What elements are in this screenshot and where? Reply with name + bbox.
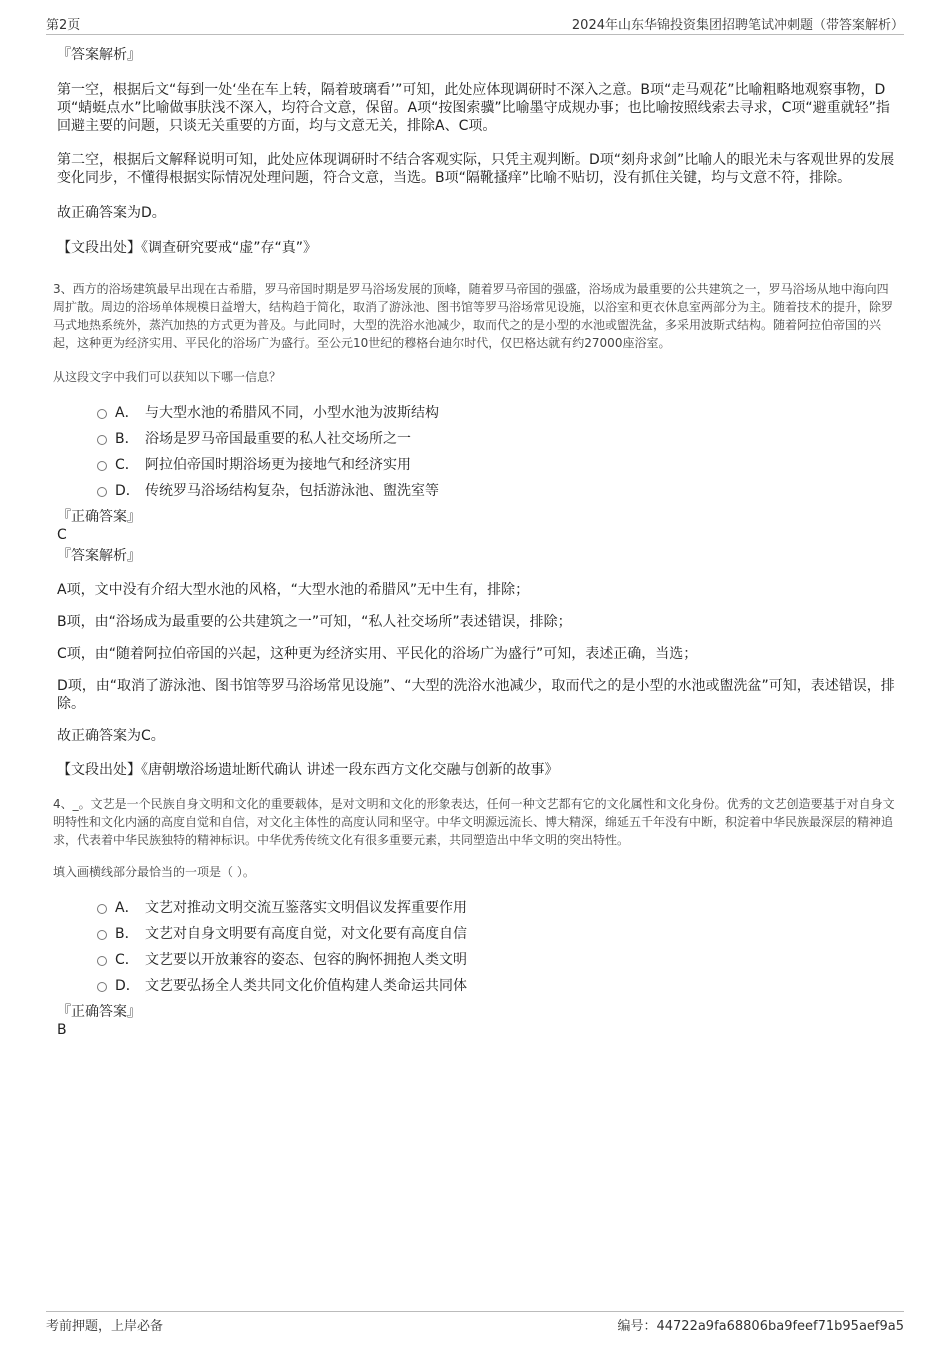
q2-source: 【文段出处】《调查研究要戒“虚”存“真”》: [57, 240, 318, 256]
radio-icon[interactable]: [97, 982, 107, 992]
q4-answer-label: 『正确答案』: [57, 1004, 141, 1020]
q3-conclusion: 故正确答案为C。: [57, 728, 165, 744]
q3-option-d[interactable]: D． 传统罗马浴场结构复杂，包括游泳池、盥洗室等: [57, 478, 897, 504]
q4-passage: 4、_。文艺是一个民族自身文明和文化的重要载体，是对文明和文化的形象表达，任何一种文艺都有它的文化属性和文化身份。优秀的文艺创造要基于对自身文明特性和文化内涵的高度自觉和自信，对文化主体性的高度认同和坚守。中华文明源远流长、博大精深，绵延五千年没有中断，积淀着中华民族最深层的精神追求，代表着中华民族独特的精神标识。中华优秀传统文化有很多重要元素，共同塑造出中华文明的突出特性。: [53, 797, 895, 847]
document-id: 编号：44722a9fa68806ba9feef71b95aef9a5: [617, 1319, 904, 1334]
q3-source: 【文段出处】《唐朝墩浴场遗址断代确认 讲述一段东西方文化交融与创新的故事》: [57, 762, 559, 778]
q4-answer: B: [57, 1022, 67, 1038]
radio-icon[interactable]: [97, 435, 107, 445]
q3-analysis-c: C项，由“随着阿拉伯帝国的兴起，这种更为经济实用、平民化的浴场广为盛行”可知，表述正确，当选；: [57, 646, 698, 662]
q2-analysis-paragraph-2: 第二空，根据后文解释说明可知，此处应体现调研时不结合客观实际，只凭主观判断。D项“刻舟求剑”比喻人的眼光未与客观世界的发展变化同步，不懂得根据实际情况处理问题，符合文意，当选。B项“隔靴搔痒”比喻不贴切，没有抓住关键，均与文意不符，排除。: [57, 152, 895, 186]
q4-options: [57, 895, 897, 999]
q3-answer-label: 『正确答案』: [57, 509, 141, 525]
document-title: 2024年山东华锦投资集团招聘笔试冲刺题（带答案解析）: [571, 18, 904, 33]
page-header: [46, 12, 904, 35]
q3-option-b[interactable]: B． 浴场是罗马帝国最重要的私人社交场所之一: [57, 426, 897, 452]
q3-analysis-b: B项，由“浴场成为最重要的公共建筑之一”可知，“私人社交场所”表述错误，排除；: [57, 614, 572, 630]
radio-icon[interactable]: [97, 956, 107, 966]
footer-slogan: 考前押题，上岸必备: [46, 1319, 164, 1334]
q4-option-c[interactable]: C． 文艺要以开放兼容的姿态、包容的胸怀拥抱人类文明: [57, 947, 897, 973]
document-body: [53, 44, 897, 1039]
radio-icon[interactable]: [97, 461, 107, 471]
q3-option-c[interactable]: C． 阿拉伯帝国时期浴场更为接地气和经济实用: [57, 452, 897, 478]
q3-question: 从这段文字中我们可以获知以下哪一信息？: [53, 370, 282, 384]
q4-option-b[interactable]: B． 文艺对自身文明要有高度自觉，对文化要有高度自信: [57, 921, 897, 947]
q3-passage: 3、西方的浴场建筑最早出现在古希腊，罗马帝国时期是罗马浴场发展的顶峰，随着罗马帝国的强盛，浴场成为最重要的公共建筑之一，罗马浴场从地中海向四周扩散。周边的浴场单体规模日益增大，结构趋于简化，取消了游泳池、图书馆等罗马浴场常见设施，以浴室和更衣休息室两部分为主。随着技术的提升，除罗马式地热系统外，蒸汽加热的方式更为普及。与此同时，大型的洗浴水池减少，取而代之的是小型的水池或盥洗盆，多采用波斯式结构。随着阿拉伯帝国的兴起，这种更为经济实用、平民化的浴场广为盛行。至公元10世纪的穆格台迪尔时代，仅巴格达就有约27000座浴室。: [53, 282, 894, 350]
q4-option-d[interactable]: D． 文艺要弘扬全人类共同文化价值构建人类命运共同体: [57, 973, 897, 999]
page-number: 第2页: [46, 18, 81, 33]
q3-answer: C: [57, 527, 67, 543]
page-footer: [46, 1311, 904, 1336]
radio-icon[interactable]: [97, 930, 107, 940]
q2-analysis-label: 『答案解析』: [57, 47, 141, 63]
q4-question: 填入画横线部分最恰当的一项是（ ）。: [53, 865, 255, 879]
q2-analysis-paragraph-1: 第一空，根据后文“每到一处‘坐在车上转，隔着玻璃看’”可知，此处应体现调研时不深入之意。B项“走马观花”比喻粗略地观察事物，D项“蜻蜓点水”比喻做事肤浅不深入，均符合文意，保留。A项“按图索骥”比喻墨守成规办事；也比喻按照线索去寻求，C项“避重就轻”指回避主要的问题，只谈无关重要的方面，均与文意无关，排除A、C项。: [57, 82, 890, 134]
q4-option-a[interactable]: A． 文艺对推动文明交流互鉴落实文明倡议发挥重要作用: [57, 895, 897, 921]
q3-option-a[interactable]: A． 与大型水池的希腊风不同，小型水池为波斯结构: [57, 400, 897, 426]
radio-icon[interactable]: [97, 904, 107, 914]
q3-analysis-d: D项，由“取消了游泳池、图书馆等罗马浴场常见设施”、“大型的洗浴水池减少，取而代之的是小型的水池或盥洗盆”可知，表述错误，排除。: [57, 678, 895, 712]
q3-analysis-a: A项，文中没有介绍大型水池的风格，“大型水池的希腊风”无中生有，排除；: [57, 582, 530, 598]
radio-icon[interactable]: [97, 409, 107, 419]
q2-conclusion: 故正确答案为D。: [57, 205, 166, 221]
q3-analysis-label: 『答案解析』: [57, 548, 141, 564]
radio-icon[interactable]: [97, 487, 107, 497]
q3-options: [57, 400, 897, 504]
